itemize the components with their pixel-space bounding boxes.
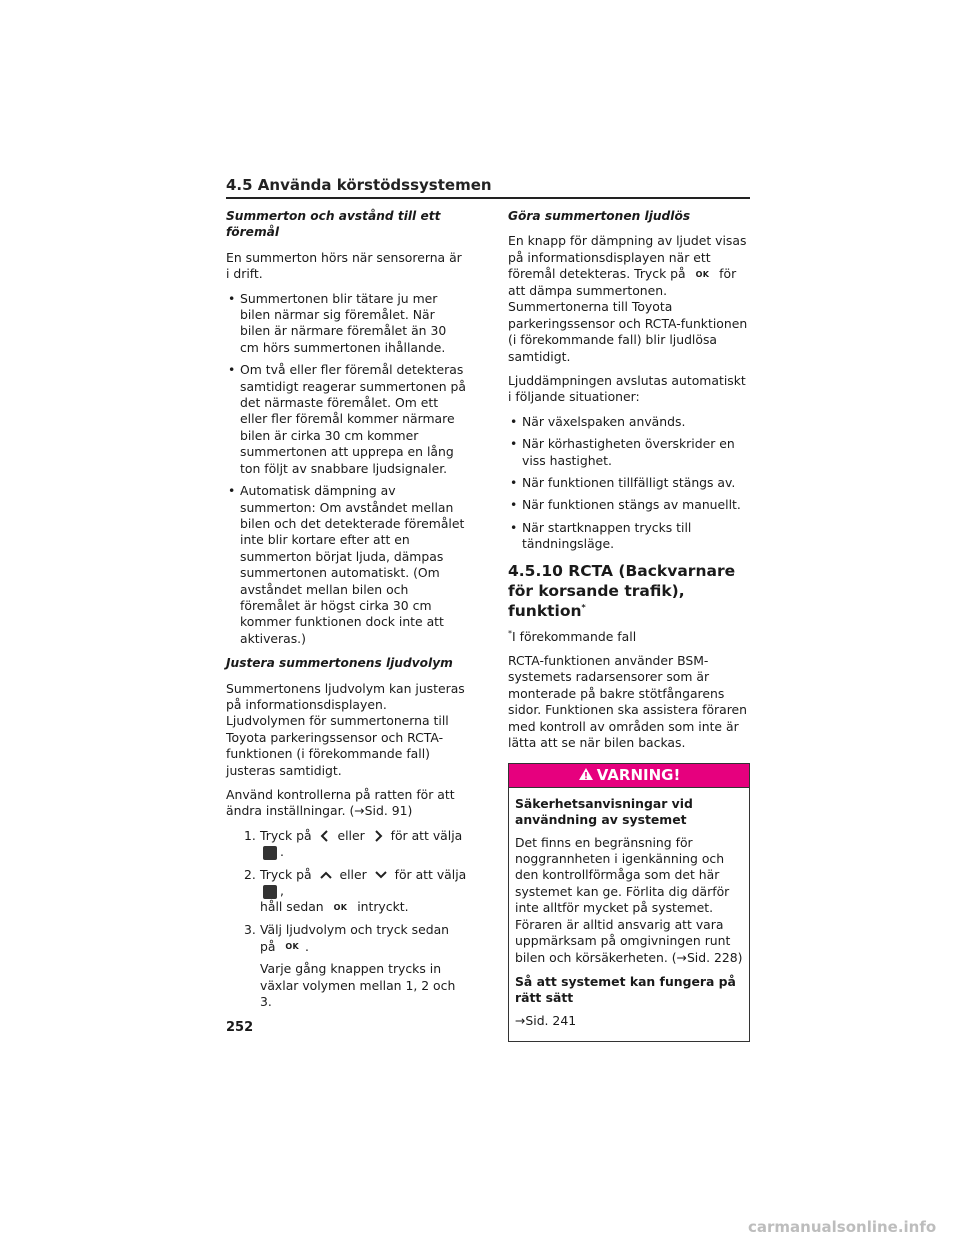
punctuation: , <box>280 883 284 899</box>
list-item: • När växelspaken används. <box>508 414 750 430</box>
step-text: för att välja <box>394 866 467 882</box>
list-item: • Automatisk dämpning av summerton: Om avståndet mellan bilen och det detekterade föremålet inte blir kortare efter att en summerton börjat ljuda, dämpas summertonen automatiskt. (Om avståndet mellan bilen och föremålet är högst cirka 30 cm kommer funktionen dock inte att aktiveras.) <box>226 483 468 647</box>
ok-button-icon: OK <box>285 941 300 951</box>
section-header-title: 4.5 Använda körstödssystemen <box>226 176 492 194</box>
list-item: • När funktionen tillfälligt stängs av. <box>508 475 750 491</box>
header-rule <box>226 197 750 199</box>
left-column <box>226 208 468 1018</box>
subheading-mute: Göra summertonen ljudlös <box>508 209 691 223</box>
warning-triangle-icon <box>578 767 594 781</box>
steps-list <box>244 828 468 955</box>
bullet-list <box>226 291 468 648</box>
step-text: Tryck på <box>260 866 312 882</box>
parking-sensor-icon <box>263 885 277 899</box>
step-item <box>244 867 468 917</box>
ok-button-icon: OK <box>333 902 348 912</box>
step-text: håll sedan <box>260 899 324 915</box>
list-item: • När startknappen trycks till tändningsläge. <box>508 520 750 553</box>
bullet-list <box>508 414 750 553</box>
step-item <box>244 922 468 955</box>
punctuation: . <box>305 938 309 954</box>
chevron-right-icon <box>373 830 383 842</box>
list-item: • När funktionen stängs av manuellt. <box>508 497 750 513</box>
footnote-marker: * <box>581 602 586 612</box>
step-number: 1. <box>244 827 256 843</box>
step-text: intryckt. <box>357 899 409 915</box>
warning-text: Det finns en begränsning för noggrannheten i igenkänning och den kontrollförmåga som det här systemet kan ge. Förlita dig därför inte alltför mycket på systemet. Föraren är alltid ansvarig att vara uppmärksam på omgivningen runt bilen och körsäkerheten. (→Sid. 228) <box>515 834 743 965</box>
warning-subheading: Säkerhetsanvisningar vid användning av systemet <box>515 795 693 828</box>
punctuation: . <box>280 844 284 860</box>
paragraph: Summertonens ljudvolym kan justeras på informationsdisplayen. Ljudvolymen för summertonerna till Toyota parkeringssensor och RCTA-funktionen (i förekommande fall) justeras samtidigt. <box>226 680 465 778</box>
step-text: eller <box>337 827 365 843</box>
list-item: • Om två eller fler föremål detekteras samtidigt reagerar summertonen på det närmaste föremålet. Om ett eller fler föremål kommer närmare bilen är cirka 30 cm kommer summertonen att upprepa en lång ton följt av snabbare ljudsignaler. <box>226 362 468 477</box>
paragraph-text: för att dämpa summertonen. Summertonerna till Toyota parkeringssensor och RCTA-funktionen (i förekommande fall) blir ljudlösa samtidigt. <box>508 266 748 364</box>
warning-title: VARNING! <box>596 766 681 785</box>
paragraph: En summerton hörs när sensorerna är i drift. <box>226 249 462 282</box>
subheading-buzzer-distance: Summerton och avstånd till ett föremål <box>226 209 441 240</box>
step-text: eller <box>339 866 367 882</box>
right-column <box>508 208 750 1042</box>
step-item <box>244 828 468 861</box>
paragraph: RCTA-funktionen använder BSM-systemets radarsensorer som är monterade på bakre stötfångarens sidor. Funktionen ska assistera föraren med kontroll av områden som inte är lätta att se när bilen backas. <box>508 653 748 751</box>
warning-subheading: Så att systemet kan fungera på rätt sätt <box>515 973 736 1006</box>
paragraph: Ljuddämpningen avslutas automatiskt i följande situationer: <box>508 372 746 405</box>
ok-button-icon: OK <box>695 269 710 279</box>
subheading-volume: Justera summertonens ljudvolym <box>226 656 453 671</box>
footnote-text: I förekommande fall <box>512 628 637 644</box>
step-number: 3. <box>244 922 256 938</box>
footnote-marker: * <box>508 628 512 638</box>
page-header <box>226 176 750 199</box>
warning-ref: →Sid. 241 <box>515 1012 577 1028</box>
step-text: för att välja <box>390 827 463 843</box>
chevron-down-icon <box>375 870 387 880</box>
list-item: • När körhastigheten överskrider en viss hastighet. <box>508 436 750 469</box>
settings-gear-icon <box>263 846 277 860</box>
paragraph-text: En knapp för dämpning av ljudet visas på informationsdisplayen när ett föremål detekteras. Tryck på <box>508 233 747 282</box>
chevron-left-icon <box>320 830 330 842</box>
paragraph: Använd kontrollerna på ratten för att ändra inställningar. (→Sid. 91) <box>226 787 455 819</box>
section-title-text: 4.5.10 RCTA (Backvarnare för korsande trafik), funktion <box>508 561 736 620</box>
watermark: carmanualsonline.info <box>748 1218 937 1236</box>
step-number: 2. <box>244 866 256 882</box>
list-item: • Summertonen blir tätare ju mer bilen närmar sig föremålet. När bilen är närmare föremålet än 30 cm hörs summertonen ihållande. <box>226 291 468 357</box>
page-number: 252 <box>226 1020 254 1035</box>
step-text: Välj ljudvolym och tryck sedan på <box>260 922 450 954</box>
paragraph <box>508 233 750 365</box>
warning-body <box>509 788 749 1041</box>
chevron-up-icon <box>320 870 332 880</box>
warning-box <box>508 763 750 1042</box>
warning-header <box>509 764 749 787</box>
footnote <box>508 629 750 645</box>
step-note: Varje gång knappen trycks in växlar volymen mellan 1, 2 och 3. <box>260 961 456 1010</box>
section-title-rcta <box>508 561 750 621</box>
step-text: Tryck på <box>260 827 312 843</box>
